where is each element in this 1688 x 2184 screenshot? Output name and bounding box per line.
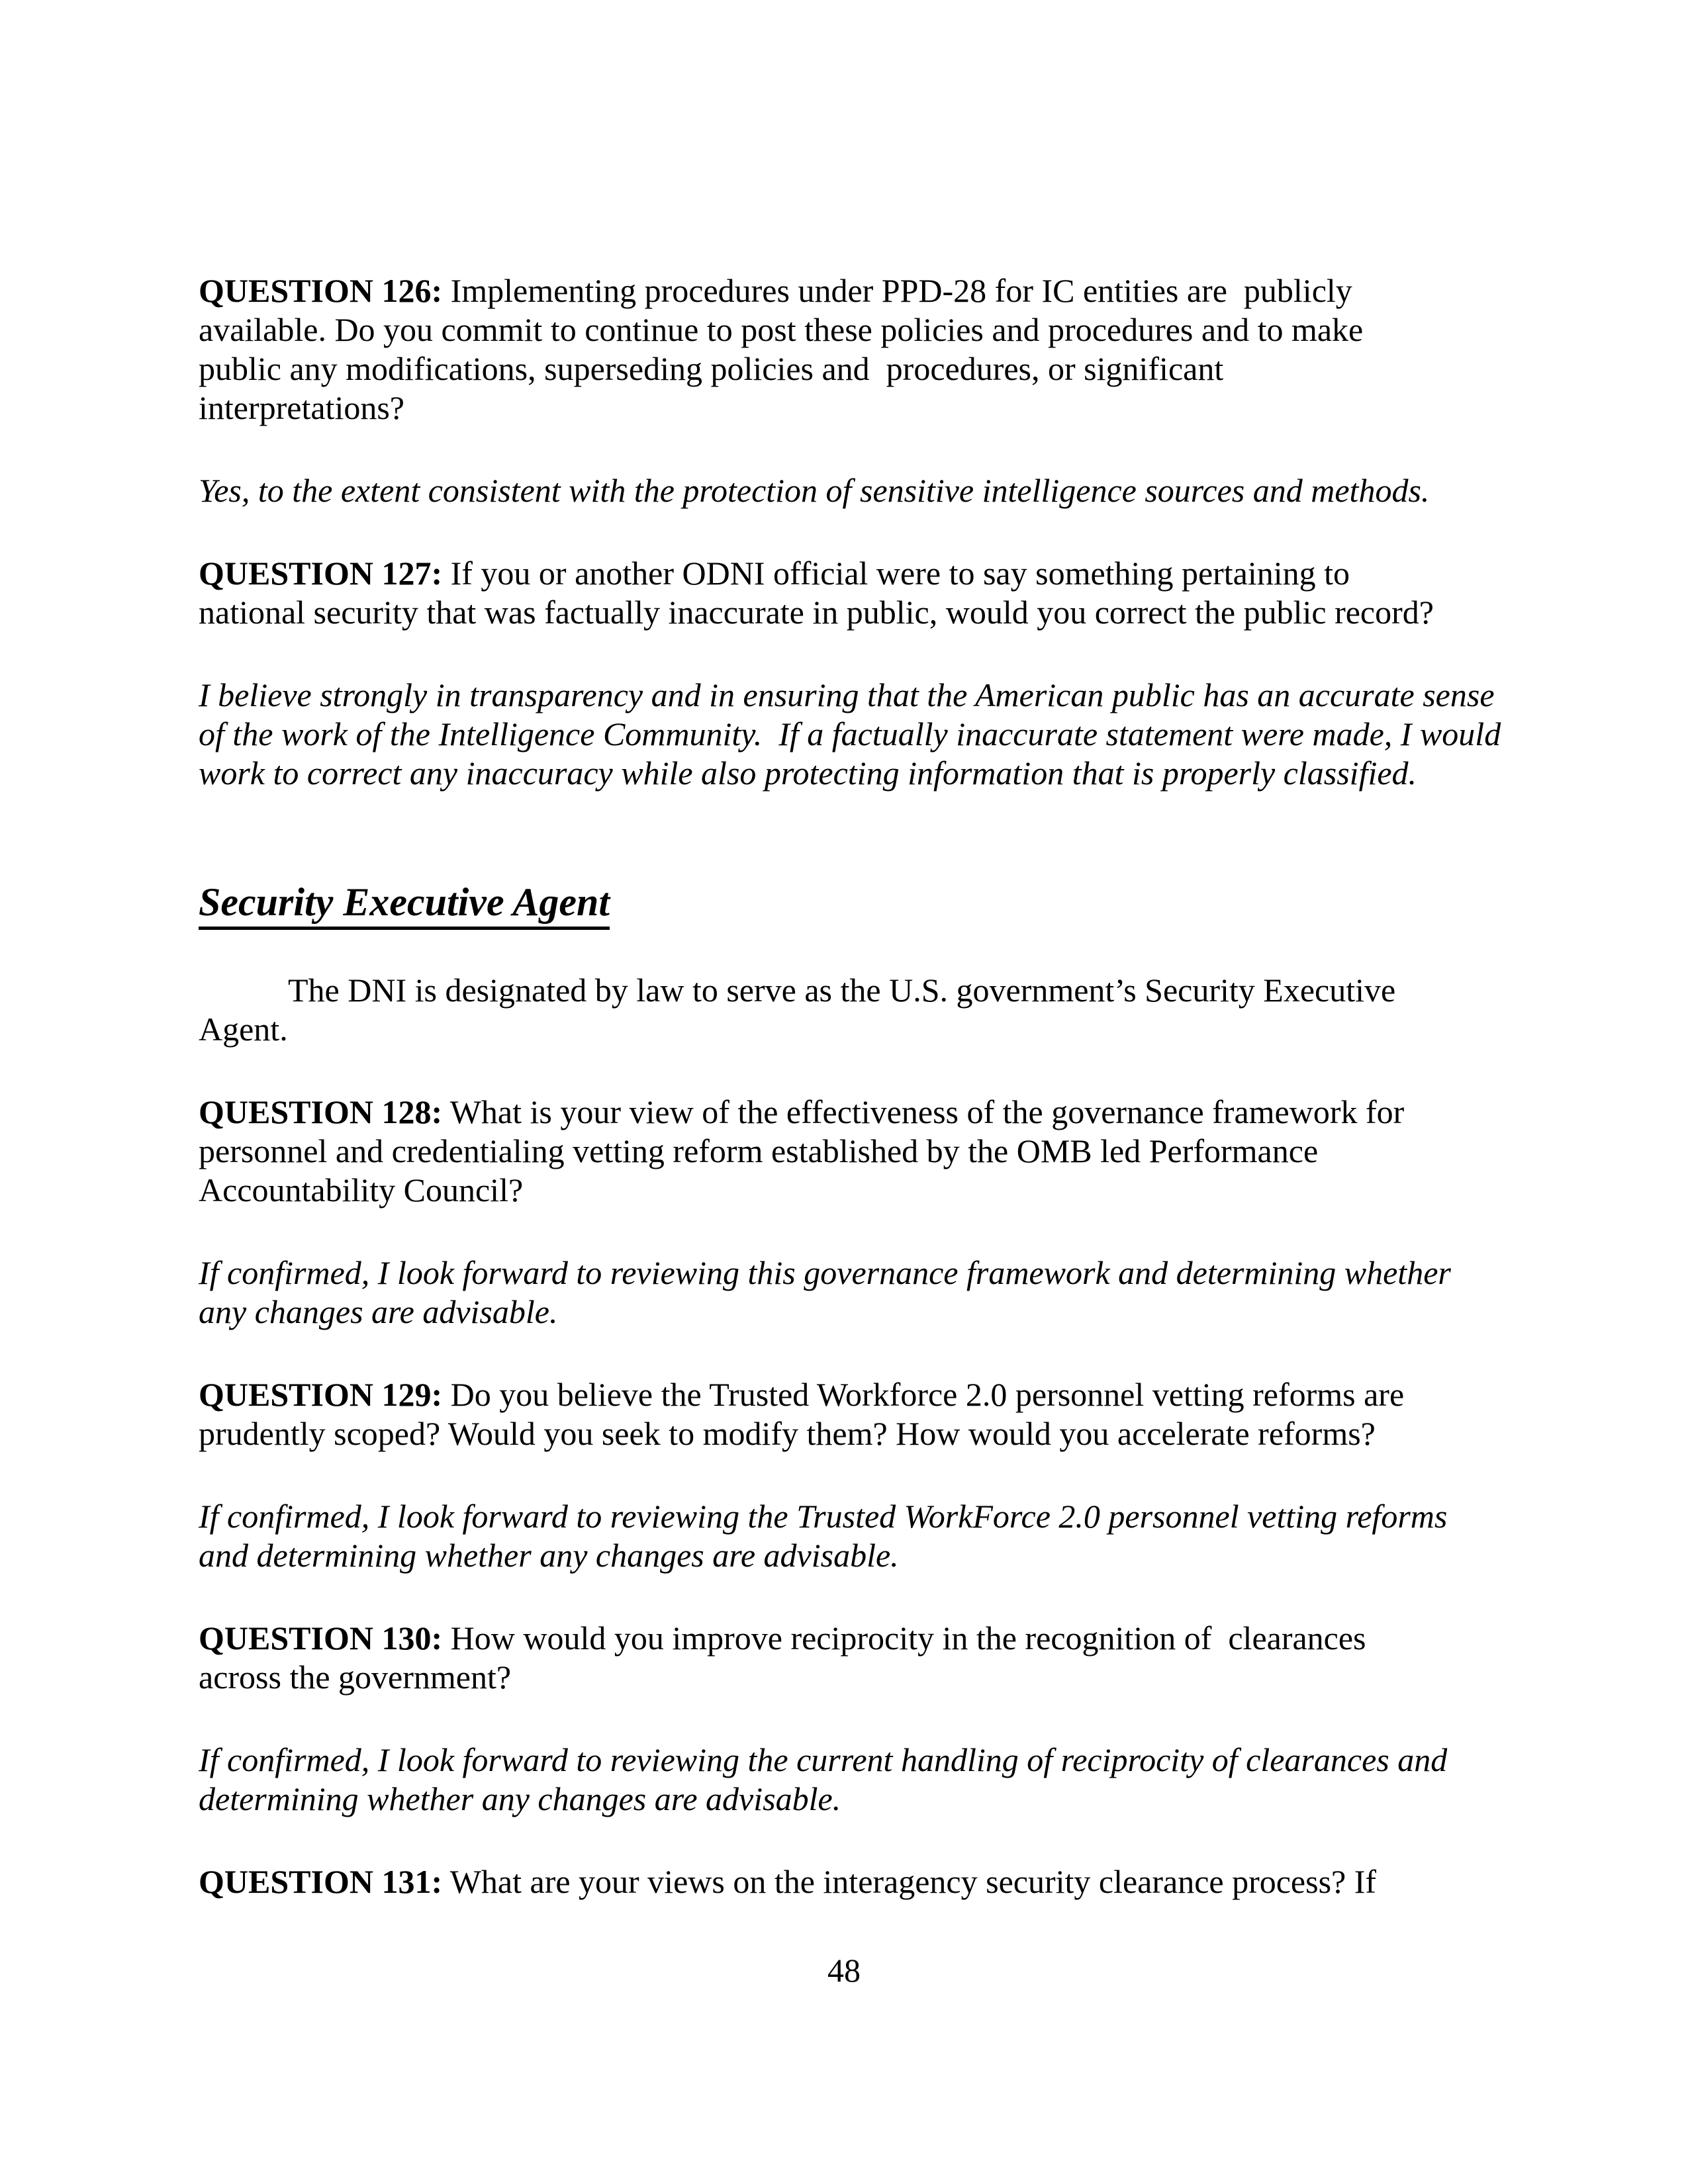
question-127-label: QUESTION 127: <box>199 555 443 592</box>
question-130-paragraph <box>199 1619 1529 1697</box>
question-128-label: QUESTION 128: <box>199 1093 443 1130</box>
text-line <box>199 1375 1529 1414</box>
text-line: across the government? <box>199 1659 512 1696</box>
text-line: determining whether any changes are advisable. <box>199 1780 841 1817</box>
answer-130-paragraph <box>199 1741 1529 1819</box>
text-line: public any modifications, superseding policies and procedures, or significant <box>199 350 1224 387</box>
section-heading-security-executive-agent <box>199 879 1529 930</box>
text-line: The DNI is designated by law to serve as the U.S. government’s Security Executive <box>288 972 1396 1009</box>
answer-128-paragraph <box>199 1253 1529 1332</box>
text-line: national security that was factually inaccurate in public, would you correct the public record? <box>199 594 1434 631</box>
question-129-label: QUESTION 129: <box>199 1376 443 1413</box>
text-line: Accountability Council? <box>199 1171 524 1208</box>
question-128-text: What is your view of the effectiveness of the governance framework for <box>442 1093 1405 1130</box>
text-line <box>199 554 1529 593</box>
document-body <box>199 271 1529 1945</box>
text-line: Yes, to the extent consistent with the protection of sensitive intelligence sources and methods. <box>199 472 1430 509</box>
question-126-text: Implementing procedures under PPD-28 for IC entities are publicly <box>442 272 1352 309</box>
question-131-text: What are your views on the interagency security clearance process? If <box>442 1863 1377 1900</box>
text-line: Agent. <box>199 1011 288 1048</box>
question-126-paragraph <box>199 271 1529 428</box>
answer-127-paragraph <box>199 676 1529 793</box>
text-line: If confirmed, I look forward to reviewing the Trusted WorkForce 2.0 personnel vetting reforms <box>199 1498 1448 1535</box>
text-line: any changes are advisable. <box>199 1293 558 1330</box>
text-line: I believe strongly in transparency and in ensuring that the American public has an accurate sense <box>199 676 1495 713</box>
text-line: personnel and credentialing vetting reform established by the OMB led Performance <box>199 1132 1319 1169</box>
page-footer <box>0 1951 1688 1990</box>
text-line: interpretations? <box>199 389 404 426</box>
question-130-text: How would you improve reciprocity in the recognition of clearances <box>442 1619 1366 1657</box>
text-line: available. Do you commit to continue to post these policies and procedures and to make <box>199 311 1364 348</box>
text-line <box>199 1619 1529 1658</box>
question-127-paragraph <box>199 554 1529 632</box>
text-line: of the work of the Intelligence Community. If a factually inaccurate statement were made, I would <box>199 715 1501 752</box>
question-130-label: QUESTION 130: <box>199 1619 443 1657</box>
text-line <box>199 271 1529 310</box>
text-line: If confirmed, I look forward to reviewing this governance framework and determining whether <box>199 1254 1451 1291</box>
question-127-text: If you or another ODNI official were to say something pertaining to <box>442 555 1350 592</box>
answer-126-paragraph <box>199 471 1529 510</box>
question-131-paragraph <box>199 1862 1529 1901</box>
answer-129-paragraph <box>199 1497 1529 1575</box>
text-line: prudently scoped? Would you seek to modify them? How would you accelerate reforms? <box>199 1415 1376 1452</box>
page-number: 48 <box>827 1952 861 1989</box>
question-128-paragraph <box>199 1093 1529 1210</box>
question-126-label: QUESTION 126: <box>199 272 443 309</box>
text-line: and determining whether any changes are advisable. <box>199 1537 899 1574</box>
text-line: work to correct any inaccuracy while also protecting information that is properly classified. <box>199 754 1417 792</box>
text-line: If confirmed, I look forward to reviewing the current handling of reciprocity of clearances and <box>199 1741 1448 1778</box>
question-129-text: Do you believe the Trusted Workforce 2.0 personnel vetting reforms are <box>442 1376 1405 1413</box>
text-line <box>199 1093 1529 1132</box>
question-129-paragraph <box>199 1375 1529 1453</box>
section-heading-text: Security Executive Agent <box>199 879 610 930</box>
dni-designation-paragraph <box>199 971 1529 1049</box>
text-line <box>199 1862 1529 1901</box>
question-131-label: QUESTION 131: <box>199 1863 443 1900</box>
